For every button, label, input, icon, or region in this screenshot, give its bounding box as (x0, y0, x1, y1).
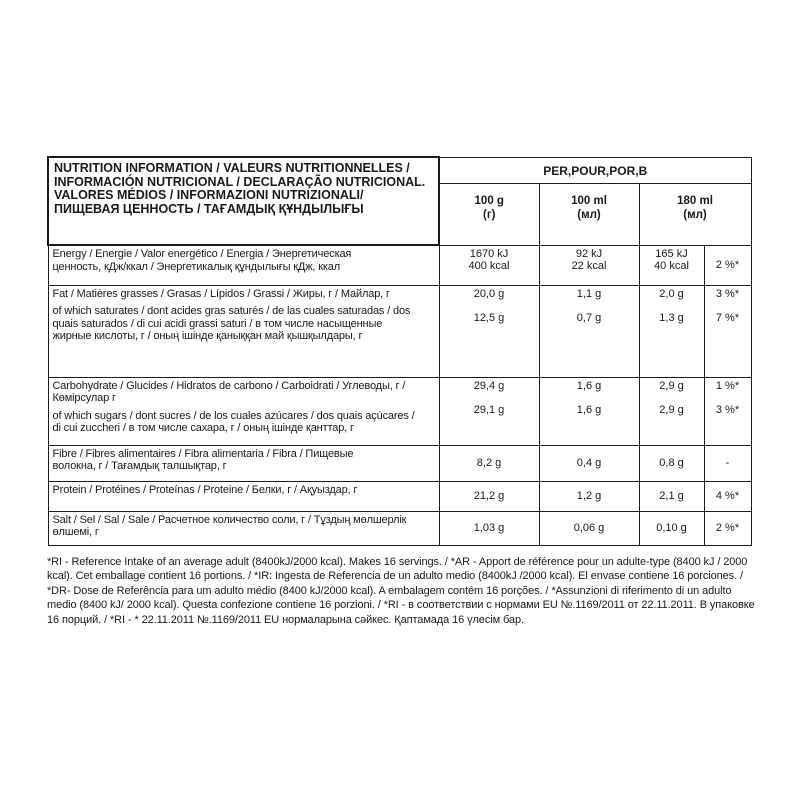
energy-100ml: 92 kJ 22 kcal (539, 245, 639, 285)
fibre-180ml: 0,8 g (639, 445, 704, 481)
salt-100ml: 0,06 g (539, 511, 639, 545)
fat-label: Fat / Matières grasses / Grasas / Lípidos / Grassi / Жиры, г / Майлар, г of which saturates / dont acides gras saturés / de las cuales saturadas / dos quais saturados / di cui acidi grassi saturi / в том числе насыщенные жирные кислоты, г / оның ішінде қаныққан май қышқылдары, г (48, 285, 439, 377)
protein-label: Protein / Protéines / Proteínas / Proteine / Белки, г / Ақуыздар, г (48, 481, 439, 511)
fat-180ml: 2,0 g 1,3 g (639, 285, 704, 377)
carbohydrate-label: Carbohydrate / Glucides / Hidratos de carbono / Carboidrati / Углеводы, г / Көмірсулар г of which sugars / dont sucres / de los cuales azúcares / dos quais açúcares / di cui zuccheri / в том числе сахара, г / оның ішінде қанттар, г (48, 377, 439, 445)
protein-100g: 21,2 g (439, 481, 539, 511)
nutrition-table (47, 156, 752, 546)
fat-100g: 20,0 g 12,5 g (439, 285, 539, 377)
table-row-energy (48, 245, 751, 285)
protein-180ml: 2,1 g (639, 481, 704, 511)
carbohydrate-180ml: 2,9 g 2,9 g (639, 377, 704, 445)
energy-label: Energy / Energie / Valor energético / Energia / Энергетическая ценность, кДж/ккал / Энергетикалық құндылығы кДж, ккал (48, 245, 439, 285)
carbohydrate-ri: 1 %* 3 %* (704, 377, 751, 445)
table-row-protein (48, 481, 751, 511)
energy-100g: 1670 kJ 400 kcal (439, 245, 539, 285)
salt-180ml: 0,10 g (639, 511, 704, 545)
salt-label: Salt / Sel / Sal / Sale / Расчетное количество соли, г / Тұздың мөлшерлік өлшемі, г (48, 511, 439, 545)
table-row-carbohydrate (48, 377, 751, 445)
table-row-fibre (48, 445, 751, 481)
salt-ri: 2 %* (704, 511, 751, 545)
fat-ri: 3 %* 7 %* (704, 285, 751, 377)
protein-ri: 4 %* (704, 481, 751, 511)
footnote: *RI - Reference Intake of an average adult (8400kJ/2000 kcal). Makes 16 servings. / *AR - Apport de référence pour un adulte-type (8400 kJ / 2000 kcal). Cet emballage contient 16 portions. / *IR: Ingesta de Referencia de un adulto medio (8400kJ /2000 kcal). El envase contiene 16 porciones. / *DR- Dose de Referência para um adulto médio (8400 kJ/2000 kcal). A embalagem contém 16 porções. / *Assunzioni di riferimento di un adulto medio (8400 kJ/ 2000 kcal). Questa confezione contiene 16 porzioni. / *RI - в соответствии с нормами EU №.1169/2011 от 22.11.2011. В упаковке 16 порций. / *RI - * 22.11.2011 №.1169/2011 EU нормаларына сәйкес. Қаптамада 16 үлесім бар. (47, 556, 755, 626)
carbohydrate-100g: 29,4 g 29,1 g (439, 377, 539, 445)
table-row-salt (48, 511, 751, 545)
col-header-180ml: 180 ml (мл) (639, 183, 751, 245)
table-row-fat (48, 285, 751, 377)
fibre-100g: 8,2 g (439, 445, 539, 481)
energy-ri: 2 %* (704, 245, 751, 285)
energy-180ml: 165 kJ 40 kcal (639, 245, 704, 285)
table-title: NUTRITION INFORMATION / VALEURS NUTRITIONNELLES / INFORMACIÓN NUTRICIONAL / DECLARAÇÃO NUTRICIONAL. VALORES MÉDIOS / INFORMAZIONI NUTRIZIONALI/ ПИЩЕВАЯ ЦЕННОСТЬ / ТАҒАМДЫҚ ҚҰНДЫЛЫҒЫ (48, 157, 439, 245)
protein-100ml: 1,2 g (539, 481, 639, 511)
fat-100ml: 1,1 g 0,7 g (539, 285, 639, 377)
salt-100g: 1,03 g (439, 511, 539, 545)
fibre-100ml: 0,4 g (539, 445, 639, 481)
carbohydrate-100ml: 1,6 g 1,6 g (539, 377, 639, 445)
col-header-100ml: 100 ml (мл) (539, 183, 639, 245)
per-label: PER,POUR,POR,В (439, 157, 751, 183)
col-header-100g: 100 g (г) (439, 183, 539, 245)
fibre-ri: - (704, 445, 751, 481)
fibre-label: Fibre / Fibres alimentaires / Fibra alimentaria / Fibra / Пищевые волокна, г / Тағамдық талшықтар, г (48, 445, 439, 481)
